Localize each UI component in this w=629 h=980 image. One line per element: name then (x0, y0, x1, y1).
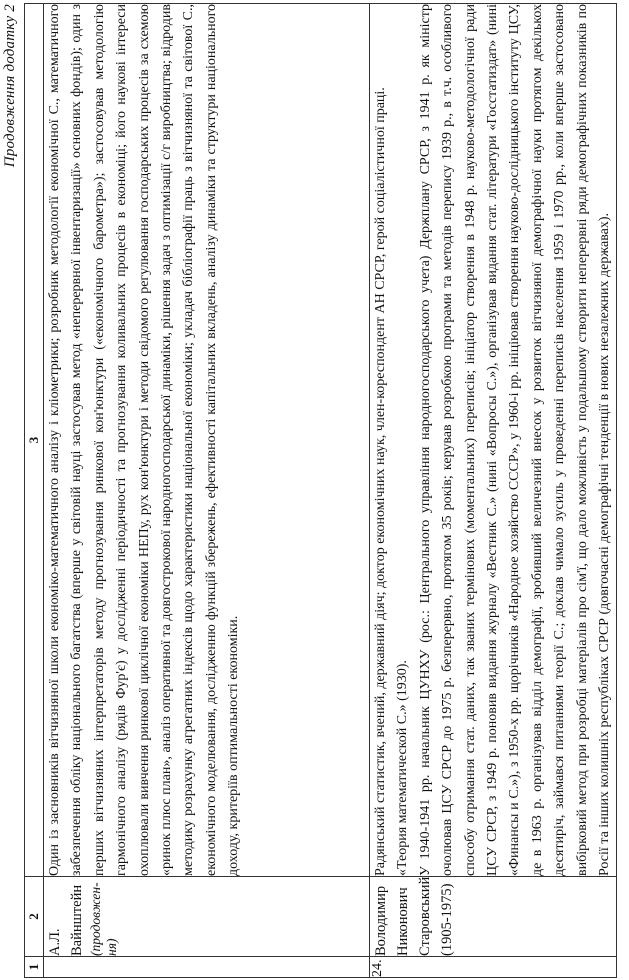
header-col-2: 2 (25, 877, 44, 957)
table-row (44, 4, 370, 978)
name-line: Старовський (417, 876, 433, 956)
description-text: Один із засновників вітчизняної школи економіко-математичного аналізу і кліометрики; розробник методології економічної С., математичного забезпечення обліку національного багатства (вперше у світовій науці застосував метод «неперервної інвентаризації» основних фондів); один з перших вітчизняних інтерпретаторів методу прогнозування ринкової кон'юнктури («економічного барометра»); застосовував методологію гармонічного аналізу (рядів Фур'є) у дослідженні періодичності та прогнозування коливальних процесів в економіці; його наукові інтереси охоплювали вивчення ринкової циклічної економіки НЕПу, рух кон'юнктури і методи свідомого регулювання господарських процесів за схемою «ринок плюс план», аналіз оперативної та довгострокової народногосподарської динаміки, рішення задач з оптимізації с/г виробництва; відродив методику розрахунку агрегатних індексів щодо характеристики національної економіки; укладач бібліографії праць з вітчизняної та світової С., економічного моделювання, дослідженню функцій збережень, ефективності капітальних вкладень, аналізу динаміки та структури національного доходу, критеріїв оптимальності економіки. (47, 4, 242, 876)
header-col-3: 3 (25, 4, 44, 877)
description-paragraph: «Теория математической С.» (1930). (395, 660, 411, 876)
table-row (370, 4, 617, 978)
description-paragraph: Радянський статистик, вчений, державний діяч; доктор економічних наук, член-кореспондент АН СРСР, герой соціалістичної праці. (373, 87, 388, 876)
person-name (370, 877, 617, 957)
row-number: 24. (370, 957, 617, 978)
name-line: Володимир (373, 885, 389, 956)
name-line: А.Л. (47, 928, 63, 956)
name-line: (1905-1975) (439, 883, 455, 956)
continuation-note: (продовжен-ня) (88, 882, 119, 956)
row-number (44, 957, 370, 978)
appendix-table (24, 3, 617, 978)
person-description (44, 4, 370, 877)
name-line: Никонович (395, 887, 411, 956)
table-header-row (25, 4, 44, 978)
page-caption: Продовження додатку 2 (2, 4, 18, 168)
name-line: Вайнштейн (69, 884, 85, 956)
description-paragraph: У 1940-1941 рр. начальник ЦУНХУ (рос.: Центрального управління народногосподарського учета) Держплану СРСР, з 1941 р. як міністр очолював ЦСУ СРСР до 1975 р. безперервно, протягом 35 років; керував розробкою програми та методів перепису 1939 р., в т.ч. особливого способу отримання стат. даних, так званих термінових (моментальних) переписів; ініціатор створення в 1948 р. науково-методологічної ради ЦСУ СРСР, з 1949 р. поновив видання журналу «Вестник С.» (нині «Вопросы С.»), організував видання стат. літератури «Госстатиздат» (нині «Финансы и С.»), з 1950-х рр. щорічників «Народное хозяйство СССР», у 1960-і рр. ініціював створення науково-дослідницького інституту ЦСУ, де в 1963 р. організував відділ демографії, зробивший величезний внесок у розвиток вітчизняної демографічної науки протягом декількох десятиріч, займався питаннями теорії С.; доклав чимало зусиль у проведенні переписів населення 1959 і 1970 рр., коли вперше застосовано вибірковий метод при розробці матеріалів про сім'ї, що дало можливість у подальшому створити неперервні ряди демографічних показників по Росії та інших колишніх республіках СРСР (довгочасні демографічні тенденції в нових незалежних державах). (417, 4, 613, 876)
person-name (44, 877, 370, 957)
person-description (370, 4, 617, 877)
header-col-1: 1 (25, 957, 44, 978)
